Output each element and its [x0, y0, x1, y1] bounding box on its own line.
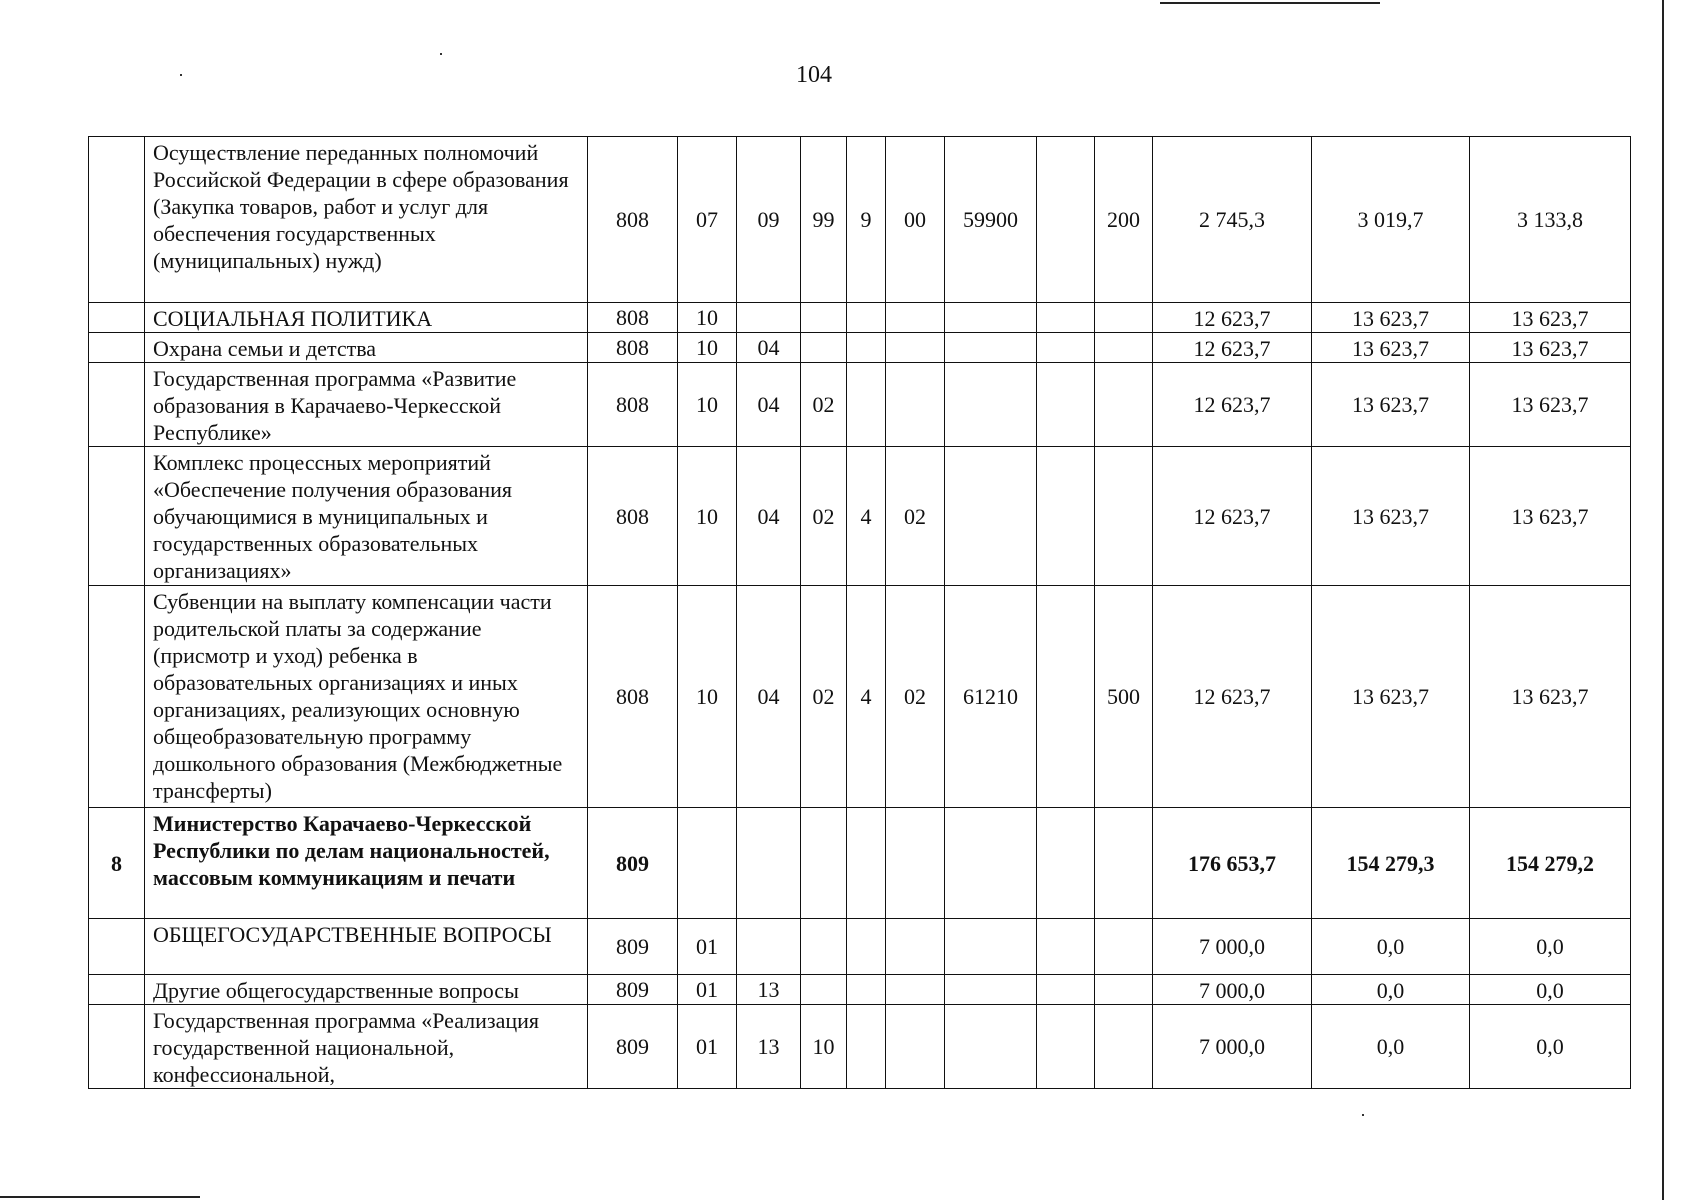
table-row: [89, 1005, 1631, 1089]
section-code: 10: [678, 333, 737, 363]
amount-year-2: 3 019,7: [1312, 137, 1470, 303]
scan-dot: [1362, 1114, 1364, 1116]
subsection-code: 09: [737, 137, 801, 303]
section-code: [678, 808, 737, 919]
section-code: 01: [678, 919, 737, 975]
row-name: Министерство Карачаево-Черкесской Республики по делам национальностей, массовым коммуникациям и печати: [145, 808, 588, 919]
expense-code: [945, 1005, 1037, 1089]
table-row: [89, 919, 1631, 975]
expense-type-code: [1095, 919, 1153, 975]
amount-year-3: 13 623,7: [1470, 586, 1631, 808]
row-name: Комплекс процессных мероприятий «Обеспечение получения образования обучающимися в муниципальных и государственных образовательных организациях»: [145, 447, 588, 586]
expense-code-extra: [1037, 303, 1095, 333]
direction-code: 02: [886, 447, 945, 586]
scan-dot: [180, 74, 182, 76]
section-code: 01: [678, 1005, 737, 1089]
ministry-code: 808: [588, 363, 678, 447]
section-code: 10: [678, 303, 737, 333]
program-code: 02: [801, 586, 847, 808]
row-number: [89, 333, 145, 363]
table-row: [89, 137, 1631, 303]
ministry-code: 809: [588, 919, 678, 975]
amount-year-1: 12 623,7: [1153, 586, 1312, 808]
subsection-code: [737, 919, 801, 975]
budget-table: [88, 136, 1631, 1089]
ministry-code: 809: [588, 1005, 678, 1089]
program-code: [801, 333, 847, 363]
table-row: [89, 447, 1631, 586]
ministry-code: 808: [588, 447, 678, 586]
expense-type-code: [1095, 303, 1153, 333]
program-code: [801, 303, 847, 333]
program-code: [801, 808, 847, 919]
program-code: 02: [801, 447, 847, 586]
subprogram-code: 9: [847, 137, 886, 303]
expense-code: [945, 333, 1037, 363]
amount-year-2: 0,0: [1312, 975, 1470, 1005]
program-code: 10: [801, 1005, 847, 1089]
amount-year-2: 154 279,3: [1312, 808, 1470, 919]
row-number: [89, 586, 145, 808]
direction-code: [886, 919, 945, 975]
row-name: СОЦИАЛЬНАЯ ПОЛИТИКА: [145, 303, 588, 333]
section-code: 01: [678, 975, 737, 1005]
ministry-code: 808: [588, 137, 678, 303]
table-row: [89, 363, 1631, 447]
amount-year-2: 0,0: [1312, 1005, 1470, 1089]
row-name: Субвенции на выплату компенсации части родительской платы за содержание (присмотр и уход) ребенка в образовательных организациях и иных организациях, реализующих основную общеобразовательную программу дошкольного образования (Межбюджетные трансферты): [145, 586, 588, 808]
row-number: [89, 975, 145, 1005]
amount-year-3: 0,0: [1470, 1005, 1631, 1089]
ministry-code: 808: [588, 586, 678, 808]
expense-code-extra: [1037, 1005, 1095, 1089]
amount-year-1: 176 653,7: [1153, 808, 1312, 919]
program-code: 99: [801, 137, 847, 303]
section-code: 10: [678, 363, 737, 447]
expense-code-extra: [1037, 447, 1095, 586]
direction-code: [886, 975, 945, 1005]
row-name: Осуществление переданных полномочий Российской Федерации в сфере образования (Закупка товаров, работ и услуг для обеспечения государственных (муниципальных) нужд): [145, 137, 588, 303]
direction-code: [886, 333, 945, 363]
ministry-code: 808: [588, 333, 678, 363]
amount-year-2: 13 623,7: [1312, 586, 1470, 808]
amount-year-1: 7 000,0: [1153, 975, 1312, 1005]
direction-code: [886, 363, 945, 447]
program-code: [801, 919, 847, 975]
subprogram-code: [847, 1005, 886, 1089]
subprogram-code: [847, 363, 886, 447]
amount-year-1: 7 000,0: [1153, 919, 1312, 975]
scan-edge-line-top: [1160, 2, 1380, 4]
expense-code-extra: [1037, 586, 1095, 808]
expense-code: [945, 808, 1037, 919]
expense-code-extra: [1037, 363, 1095, 447]
expense-type-code: [1095, 447, 1153, 586]
amount-year-1: 12 623,7: [1153, 303, 1312, 333]
amount-year-1: 7 000,0: [1153, 1005, 1312, 1089]
subprogram-code: [847, 808, 886, 919]
amount-year-3: 0,0: [1470, 919, 1631, 975]
ministry-code: 809: [588, 808, 678, 919]
ministry-code: 809: [588, 975, 678, 1005]
section-code: 07: [678, 137, 737, 303]
subsection-code: 04: [737, 363, 801, 447]
section-code: 10: [678, 586, 737, 808]
direction-code: 00: [886, 137, 945, 303]
amount-year-3: 13 623,7: [1470, 363, 1631, 447]
subprogram-code: [847, 919, 886, 975]
expense-type-code: 200: [1095, 137, 1153, 303]
row-name: Другие общегосударственные вопросы: [145, 975, 588, 1005]
row-number: [89, 137, 145, 303]
row-number: 8: [89, 808, 145, 919]
direction-code: [886, 808, 945, 919]
amount-year-2: 0,0: [1312, 919, 1470, 975]
row-name: Государственная программа «Развитие образования в Карачаево-Черкесской Республике»: [145, 363, 588, 447]
subsection-code: 13: [737, 975, 801, 1005]
section-code: 10: [678, 447, 737, 586]
expense-code: [945, 975, 1037, 1005]
subprogram-code: [847, 303, 886, 333]
row-name: Охрана семьи и детства: [145, 333, 588, 363]
expense-code: [945, 363, 1037, 447]
ministry-code: 808: [588, 303, 678, 333]
subsection-code: 13: [737, 1005, 801, 1089]
scan-edge-line-right: [1662, 0, 1664, 1200]
expense-code: [945, 303, 1037, 333]
amount-year-1: 12 623,7: [1153, 447, 1312, 586]
amount-year-3: 13 623,7: [1470, 333, 1631, 363]
table-body: [89, 137, 1631, 1089]
amount-year-2: 13 623,7: [1312, 447, 1470, 586]
row-number: [89, 363, 145, 447]
subsection-code: 04: [737, 447, 801, 586]
table-row: [89, 333, 1631, 363]
subprogram-code: [847, 333, 886, 363]
amount-year-1: 2 745,3: [1153, 137, 1312, 303]
amount-year-3: 13 623,7: [1470, 303, 1631, 333]
expense-type-code: [1095, 333, 1153, 363]
expense-code-extra: [1037, 975, 1095, 1005]
subprogram-code: [847, 975, 886, 1005]
expense-code-extra: [1037, 137, 1095, 303]
subsection-code: [737, 808, 801, 919]
expense-code-extra: [1037, 808, 1095, 919]
scan-dot: [440, 53, 442, 55]
page-number: 104: [796, 62, 832, 88]
direction-code: [886, 303, 945, 333]
expense-type-code: [1095, 975, 1153, 1005]
direction-code: 02: [886, 586, 945, 808]
amount-year-2: 13 623,7: [1312, 303, 1470, 333]
row-number: [89, 303, 145, 333]
subsection-code: 04: [737, 333, 801, 363]
amount-year-2: 13 623,7: [1312, 333, 1470, 363]
subprogram-code: 4: [847, 586, 886, 808]
subsection-code: [737, 303, 801, 333]
amount-year-3: 0,0: [1470, 975, 1631, 1005]
expense-code-extra: [1037, 919, 1095, 975]
table-row: [89, 975, 1631, 1005]
table-row: [89, 586, 1631, 808]
scan-edge-line-bottom: [0, 1196, 200, 1198]
expense-type-code: [1095, 363, 1153, 447]
expense-code: 61210: [945, 586, 1037, 808]
row-name: Государственная программа «Реализация государственной национальной, конфессиональной,: [145, 1005, 588, 1089]
amount-year-3: 3 133,8: [1470, 137, 1631, 303]
subprogram-code: 4: [847, 447, 886, 586]
amount-year-3: 13 623,7: [1470, 447, 1631, 586]
expense-type-code: 500: [1095, 586, 1153, 808]
subsection-code: 04: [737, 586, 801, 808]
amount-year-1: 12 623,7: [1153, 363, 1312, 447]
amount-year-3: 154 279,2: [1470, 808, 1631, 919]
table-row: [89, 808, 1631, 919]
expense-code-extra: [1037, 333, 1095, 363]
table-row: [89, 303, 1631, 333]
expense-code: [945, 919, 1037, 975]
amount-year-2: 13 623,7: [1312, 363, 1470, 447]
expense-type-code: [1095, 1005, 1153, 1089]
row-name: ОБЩЕГОСУДАРСТВЕННЫЕ ВОПРОСЫ: [145, 919, 588, 975]
program-code: [801, 975, 847, 1005]
expense-code: 59900: [945, 137, 1037, 303]
row-number: [89, 919, 145, 975]
row-number: [89, 447, 145, 586]
program-code: 02: [801, 363, 847, 447]
amount-year-1: 12 623,7: [1153, 333, 1312, 363]
expense-type-code: [1095, 808, 1153, 919]
direction-code: [886, 1005, 945, 1089]
row-number: [89, 1005, 145, 1089]
expense-code: [945, 447, 1037, 586]
